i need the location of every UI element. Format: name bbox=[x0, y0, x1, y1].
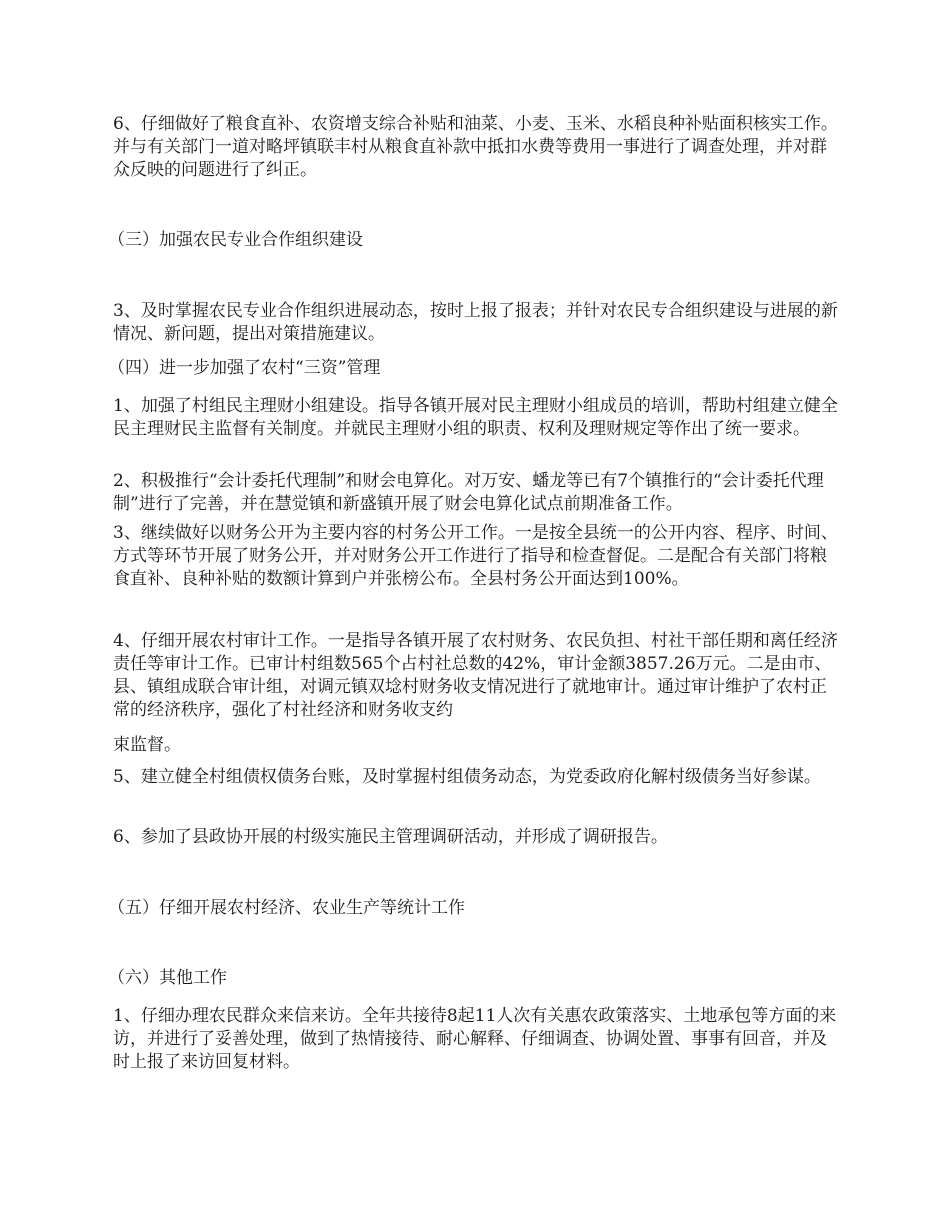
paragraph-village-affairs: 3、继续做好以财务公开为主要内容的村务公开工作。一是按全县统一的公开内容、程序、时间、方式等环节开展了财务公开，并对财务公开工作进行了指导和检查督促。二是配合有关部门将粮食直补、良种补贴的数额计算到户并张榜公布。全县村务公开面达到100%。 bbox=[113, 523, 838, 589]
paragraph-audit-continued: 束监督。 bbox=[113, 735, 181, 755]
paragraph-accounting-agency: 2、积极推行“会计委托代理制”和财会电算化。对万安、蟠龙等已有7个镇推行的“会计委托代理制”进行了完善，并在慧觉镇和新盛镇开展了财会电算化试点前期准备工作。 bbox=[113, 471, 824, 514]
paragraph-grain-subsidy: 6、仔细做好了粮食直补、农资增支综合补贴和油菜、小麦、玉米、水稻良种补贴面积核实工作。并与有关部门一道对略坪镇联丰村从粮食直补款中抵扣水费等费用一事进行了调查处理，并对群众反映的问题进行了纠正。 bbox=[113, 114, 838, 180]
paragraph-debt-ledger: 5、建立健全村组债权债务台账，及时掌握村组债务动态，为党委政府化解村级债务当好参谋。 bbox=[113, 767, 821, 787]
paragraph-petitions: 1、仔细办理农民群众来信来访。全年共接待8起11人次有关惠农政策落实、土地承包等方面的来访，并进行了妥善处理，做到了热情接待、耐心解释、仔细调查、协调处置、事事有回音，并及时上报了来访回复材料。 bbox=[113, 1006, 837, 1072]
section-heading-other-work: （六）其他工作 bbox=[108, 968, 227, 988]
section-heading-cooperatives: （三）加强农民专业合作组织建设 bbox=[108, 230, 363, 250]
paragraph-cppcc-research: 6、参加了县政协开展的村级实施民主管理调研活动，并形成了调研报告。 bbox=[113, 827, 668, 847]
paragraph-cooperative-reports: 3、及时掌握农民专业合作组织进展动态，按时上报了报表；并针对农民专合组织建设与进展的新情况、新问题，提出对策措施建议。 bbox=[113, 301, 838, 344]
section-heading-three-assets: （四）进一步加强了农村“三资”管理 bbox=[108, 358, 381, 378]
section-heading-statistics: （五）仔细开展农村经济、农业生产等统计工作 bbox=[108, 898, 465, 918]
paragraph-rural-audit: 4、仔细开展农村审计工作。一是指导各镇开展了农村财务、农民负担、村社干部任期和离任经济责任等审计工作。已审计村组数565个占村社总数的42%，审计金额3857.26万元。二是由市、县、镇组成联合审计组，对调元镇双埝村财务收支情况进行了就地审计。通过审计维护了农村正常的经济秩序，强化了村社经济和财务收支约 bbox=[113, 631, 838, 720]
paragraph-finance-groups: 1、加强了村组民主理财小组建设。指导各镇开展对民主理财小组成员的培训，帮助村组建立健全民主理财民主监督有关制度。并就民主理财小组的职责、权利及理财规定等作出了统一要求。 bbox=[113, 396, 838, 439]
